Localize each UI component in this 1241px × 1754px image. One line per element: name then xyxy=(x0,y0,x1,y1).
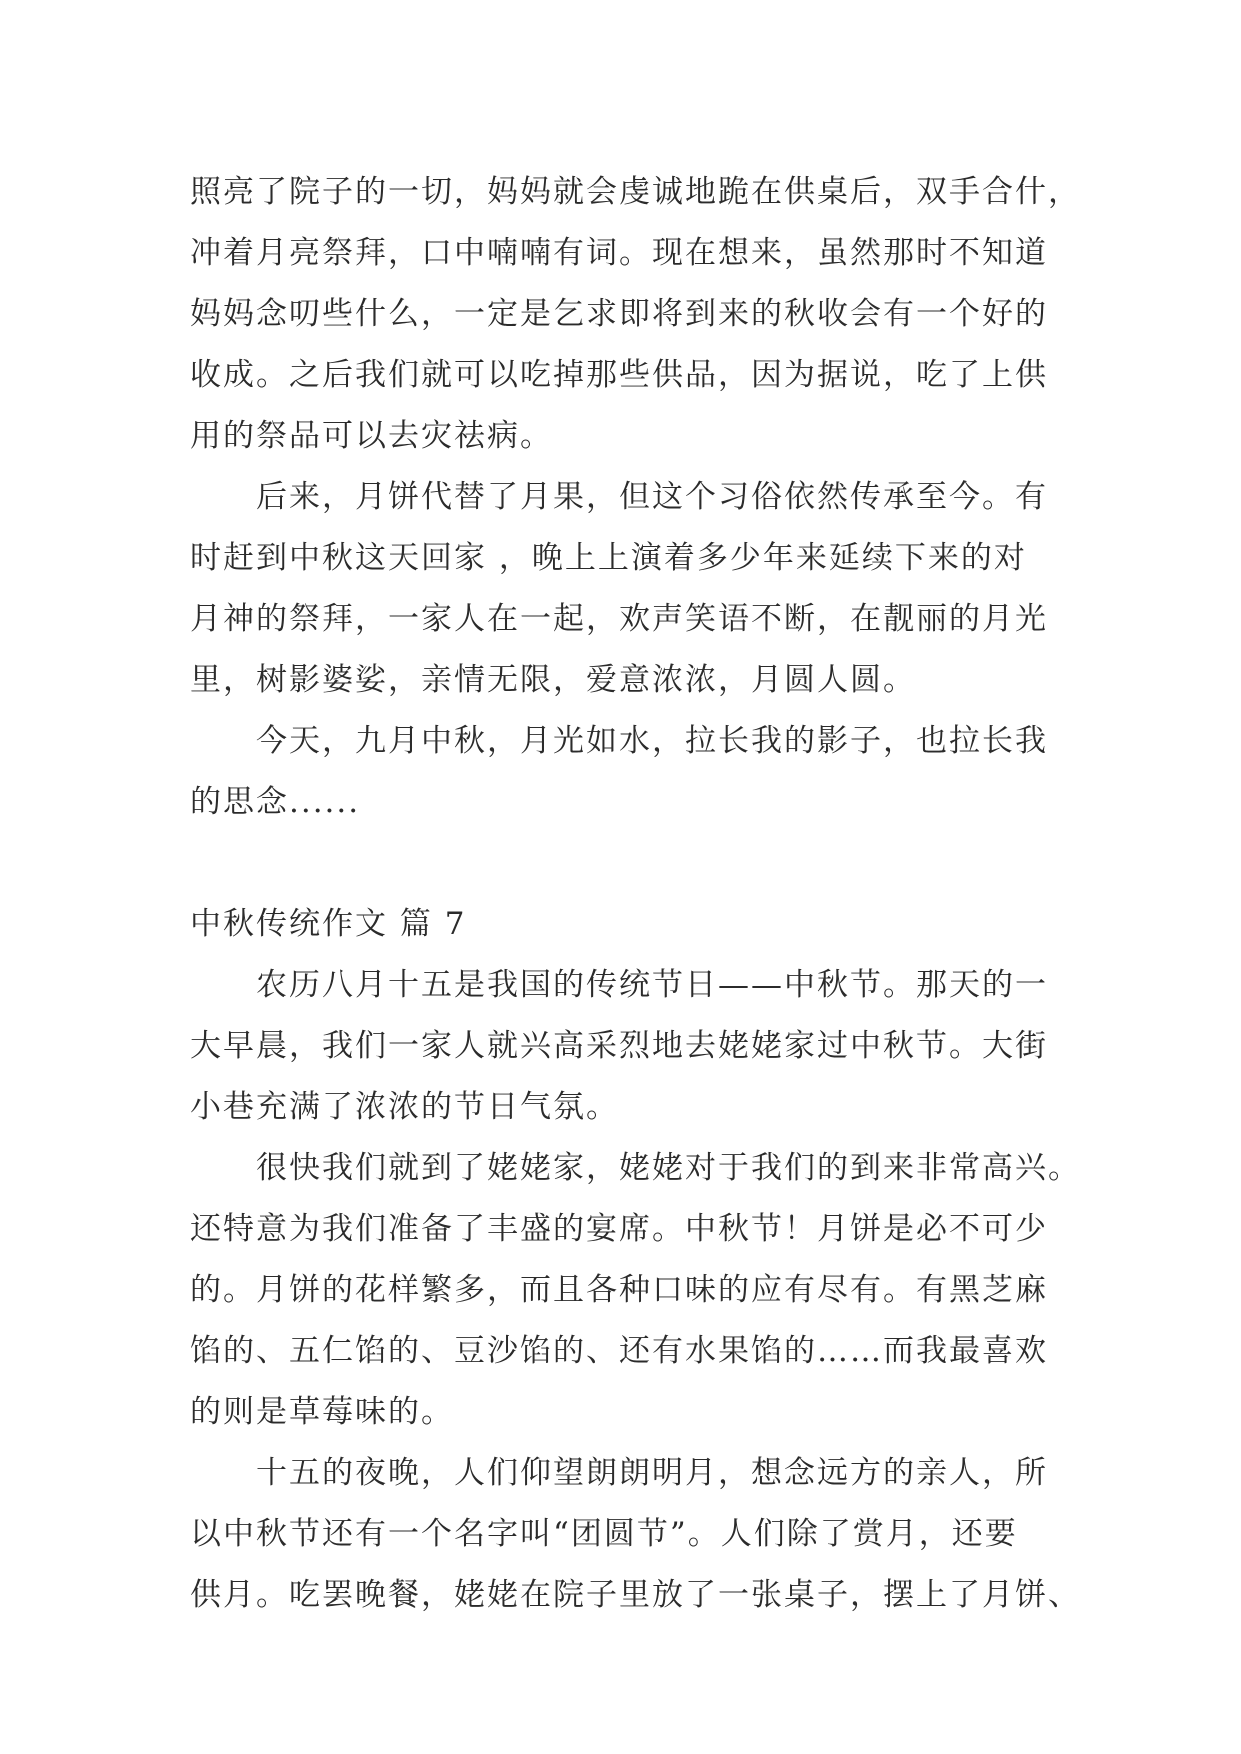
text-line: 以中秋节还有一个名字叫“团圆节”。人们除了赏月，还要 xyxy=(190,1516,1018,1552)
text-line: 今天，九月中秋，月光如水，拉长我的影子，也拉长我 xyxy=(256,723,1048,759)
paragraph xyxy=(190,467,1060,711)
document-body xyxy=(190,162,1081,1626)
text-line: 的则是草莓味的。 xyxy=(190,1394,454,1430)
text-line: 还特意为我们准备了丰盛的宴席。中秋节！月饼是必不可少 xyxy=(190,1211,1048,1247)
text-line: 冲着月亮祭拜，口中喃喃有词。现在想来，虽然那时不知道 xyxy=(190,235,1048,271)
text-line: 的。月饼的花样繁多，而且各种口味的应有尽有。有黑芝麻 xyxy=(190,1272,1048,1308)
paragraph xyxy=(190,1138,1081,1443)
text-line: 时赶到中秋这天回家 ，晚上上演着多少年来延续下来的对 xyxy=(190,540,1027,576)
text-line: 后来，月饼代替了月果，但这个习俗依然传承至今。有 xyxy=(256,479,1048,515)
text-line: 里，树影婆娑，亲情无限，爱意浓浓，月圆人圆。 xyxy=(190,662,916,698)
text-line: 十五的夜晚，人们仰望朗朗明月，想念远方的亲人，所 xyxy=(256,1455,1048,1491)
text-line: 收成。之后我们就可以吃掉那些供品，因为据说，吃了上供 xyxy=(190,357,1048,393)
paragraph xyxy=(190,955,1060,1138)
text-line: 大早晨，我们一家人就兴高采烈地去姥姥家过中秋节。大街 xyxy=(190,1028,1048,1064)
paragraph xyxy=(190,1443,1081,1626)
section-heading: 中秋传统作文 篇 7 xyxy=(190,906,467,942)
paragraph-gap xyxy=(190,833,1060,894)
text-line: 用的祭品可以去灾祛病。 xyxy=(190,418,553,454)
text-line: 很快我们就到了姥姥家，姥姥对于我们的到来非常高兴。 xyxy=(256,1150,1081,1186)
paragraph xyxy=(190,162,1081,467)
text-line: 妈妈念叨些什么，一定是乞求即将到来的秋收会有一个好的 xyxy=(190,296,1048,332)
text-line: 供月。吃罢晚餐，姥姥在院子里放了一张桌子，摆上了月饼、 xyxy=(190,1577,1081,1613)
text-line: 的思念...... xyxy=(190,784,361,820)
text-line: 小巷充满了浓浓的节日气氛。 xyxy=(190,1089,619,1125)
text-line: 馅的、五仁馅的、豆沙馅的、还有水果馅的……而我最喜欢 xyxy=(190,1333,1048,1369)
text-line: 月神的祭拜，一家人在一起，欢声笑语不断，在靓丽的月光 xyxy=(190,601,1048,637)
text-line: 农历八月十五是我国的传统节日——中秋节。那天的一 xyxy=(256,967,1048,1003)
text-line: 照亮了院子的一切，妈妈就会虔诚地跪在供桌后，双手合什， xyxy=(190,174,1081,210)
paragraph xyxy=(190,711,1060,833)
